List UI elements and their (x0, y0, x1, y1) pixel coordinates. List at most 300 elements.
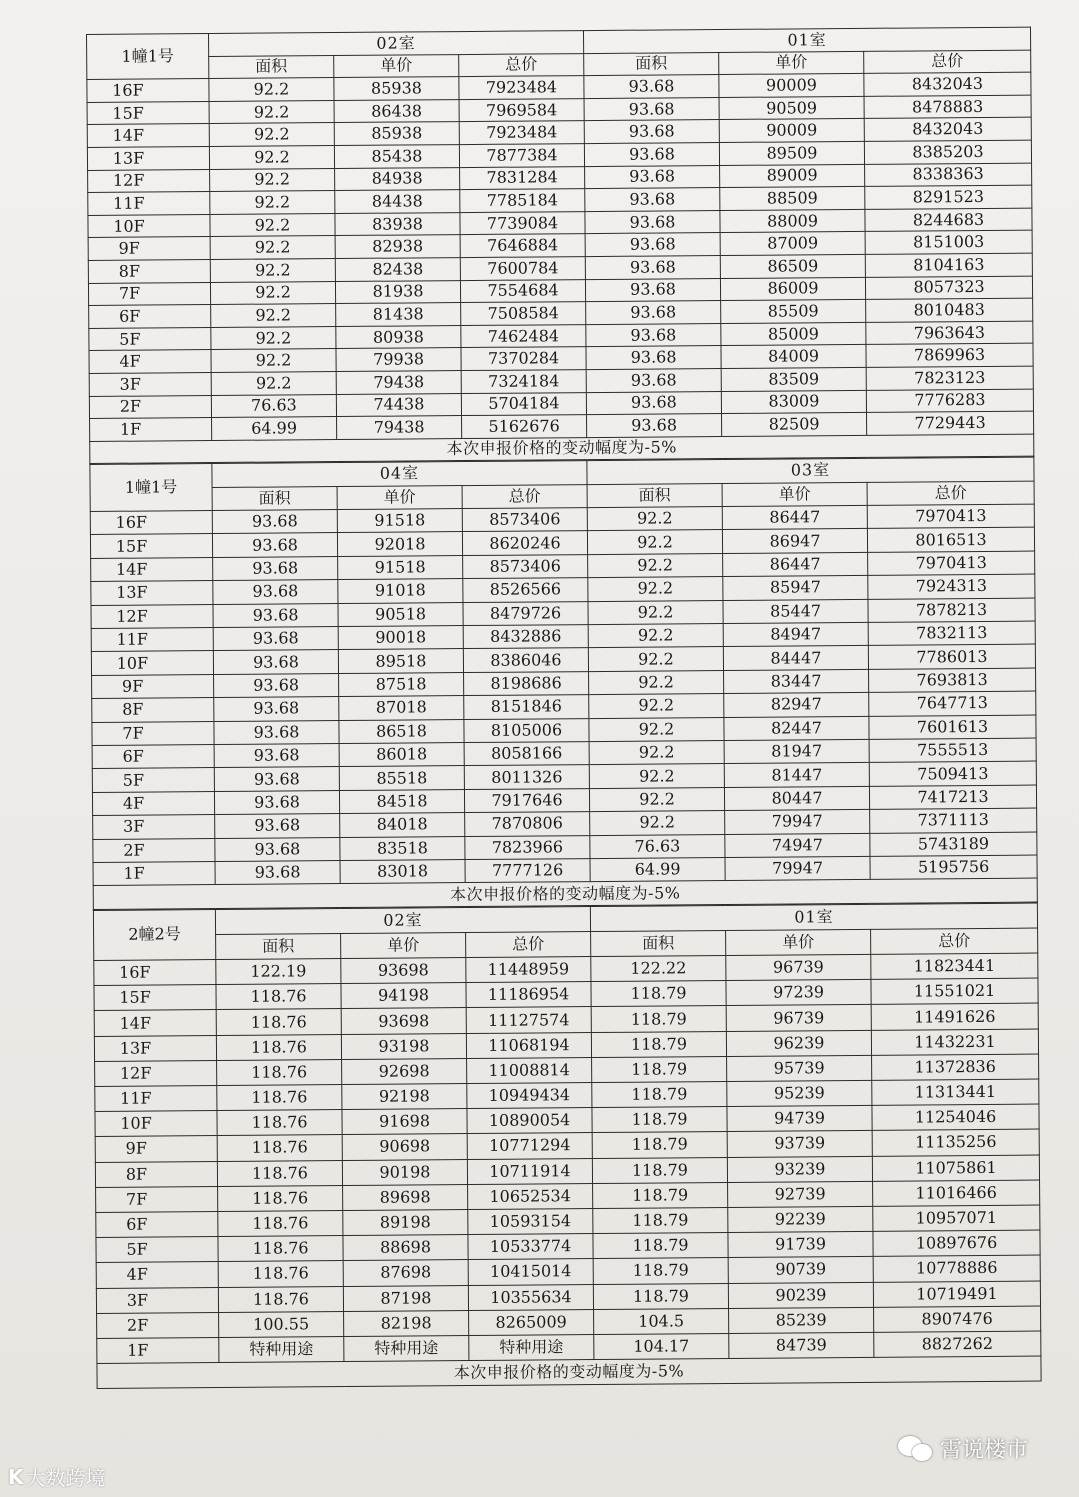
floor-label: 6F (89, 305, 211, 329)
table-cell: 91518 (338, 555, 463, 579)
floor-label: 9F (88, 237, 210, 261)
table-cell: 90239 (728, 1282, 873, 1308)
table-cell: 84947 (723, 622, 868, 647)
table-cell: 10355634 (468, 1284, 593, 1310)
table-cell: 7970413 (867, 504, 1034, 529)
table-cell: 86447 (723, 552, 868, 577)
table-cell: 93.68 (585, 278, 720, 302)
wechat-icon (898, 1434, 934, 1464)
table-cell: 93.68 (584, 142, 719, 166)
table-cell: 122.19 (216, 959, 341, 985)
table-cell: 89509 (719, 141, 864, 165)
table-cell: 86438 (334, 99, 459, 123)
table-cell: 90198 (342, 1159, 467, 1185)
table-cell: 7923484 (459, 76, 584, 100)
table-cell: 8016513 (867, 528, 1034, 553)
table-cell: 95239 (727, 1080, 872, 1106)
table-cell: 92.2 (209, 146, 334, 170)
floor-label: 6F (92, 744, 214, 768)
table-cell: 8058166 (464, 742, 589, 766)
table-cell: 104.17 (594, 1333, 729, 1359)
table-cell: 93.68 (586, 301, 721, 325)
table-cell: 82938 (335, 235, 460, 259)
table-cell: 81438 (336, 303, 461, 327)
table-cell: 86018 (339, 743, 464, 767)
floor-label: 16F (90, 511, 212, 535)
table-cell: 89518 (338, 649, 463, 673)
table-cell: 96739 (726, 1005, 871, 1031)
table-cell: 85009 (721, 322, 866, 346)
table-cell: 84739 (729, 1332, 874, 1358)
table-cell: 5704184 (461, 392, 586, 416)
table-cell: 88698 (343, 1235, 468, 1261)
table-cell: 93.68 (584, 120, 719, 144)
floor-label: 16F (87, 79, 209, 103)
table-cell: 93.68 (212, 510, 337, 534)
table-cell: 92.2 (588, 553, 723, 577)
table-cell: 82509 (722, 412, 867, 436)
table-cell: 5743189 (870, 832, 1037, 857)
table-cell: 93.68 (214, 697, 339, 721)
table-cell: 7831284 (460, 166, 585, 190)
table-cell: 96239 (726, 1030, 871, 1056)
column-header: 总价 (459, 53, 584, 77)
table-cell: 92.2 (588, 647, 723, 671)
floor-label: 12F (91, 604, 213, 628)
table-cell: 10652534 (468, 1183, 593, 1209)
table-cell: 122.22 (591, 956, 726, 982)
table-cell: 8432886 (463, 625, 588, 649)
table-cell: 93.68 (215, 860, 340, 884)
floor-label: 9F (92, 674, 214, 698)
table-cell: 93.68 (213, 556, 338, 580)
table-cell: 90509 (719, 96, 864, 120)
table-cell: 10778886 (873, 1255, 1040, 1281)
floor-label: 1F (97, 1337, 219, 1363)
floor-label: 1F (90, 418, 212, 442)
floor-label: 3F (89, 372, 211, 396)
table-cell: 10771294 (467, 1133, 592, 1159)
table-cell: 8244683 (865, 208, 1032, 232)
table-cell: 7371113 (870, 808, 1037, 833)
price-document (86, 27, 1041, 1390)
floor-label: 4F (89, 350, 211, 374)
table-cell: 92.2 (210, 236, 335, 260)
floor-label: 7F (88, 282, 210, 306)
table-cell: 81447 (724, 763, 869, 788)
block-label: 1幢1号 (90, 464, 212, 512)
floor-label: 8F (88, 259, 210, 283)
table-cell: 8479726 (463, 601, 588, 625)
table-cell: 90698 (342, 1134, 467, 1160)
table-cell: 93198 (341, 1033, 466, 1059)
table-cell: 7693813 (869, 668, 1036, 693)
table-cell: 92698 (342, 1058, 467, 1084)
table-cell: 118.79 (592, 1157, 727, 1183)
table-cell: 93.68 (213, 580, 338, 604)
table-cell: 90009 (719, 119, 864, 143)
table-cell: 8151003 (865, 230, 1032, 254)
block-label: 1幢1号 (87, 34, 209, 80)
table-cell: 92.2 (211, 349, 336, 373)
table-cell: 93698 (341, 958, 466, 984)
table-cell: 80938 (336, 325, 461, 349)
table-cell: 8573406 (463, 554, 588, 578)
table-cell: 85518 (339, 766, 464, 790)
table-cell: 11491626 (871, 1004, 1038, 1030)
table-cell: 8291523 (865, 185, 1032, 209)
floor-label: 4F (92, 791, 214, 815)
table-cell: 83518 (340, 836, 465, 860)
table-cell: 11135256 (872, 1129, 1039, 1155)
table-cell: 7647713 (869, 691, 1036, 716)
table-cell: 86447 (722, 505, 867, 530)
table-cell: 89198 (343, 1209, 468, 1235)
table-cell: 64.99 (590, 857, 725, 881)
table-cell: 87198 (343, 1285, 468, 1311)
table-cell: 82438 (335, 258, 460, 282)
table-cell: 118.79 (593, 1182, 728, 1208)
table-cell: 76.63 (590, 834, 725, 858)
table-cell: 83938 (335, 212, 460, 236)
table-cell: 84447 (723, 646, 868, 671)
table-cell: 11432231 (871, 1029, 1038, 1055)
table-cell: 79947 (725, 856, 870, 881)
table-cell: 80447 (724, 786, 869, 811)
table-cell: 92.2 (587, 530, 722, 554)
floor-label: 12F (95, 1060, 217, 1086)
table-cell: 8385203 (864, 140, 1031, 164)
table-cell: 10533774 (468, 1234, 593, 1260)
table-cell: 92739 (728, 1181, 873, 1207)
table-cell: 118.79 (593, 1258, 728, 1284)
column-header: 单价 (341, 932, 466, 958)
table-cell: 82198 (344, 1310, 469, 1336)
table-cell: 11008814 (467, 1057, 592, 1083)
table-cell: 7970413 (868, 551, 1035, 576)
table-cell: 92.2 (588, 600, 723, 624)
table-cell: 92.2 (211, 326, 336, 350)
table-cell: 8338363 (865, 163, 1032, 187)
table-cell: 118.76 (218, 1210, 343, 1236)
table-cell: 95739 (727, 1055, 872, 1081)
floor-label: 12F (88, 169, 210, 193)
table-cell: 118.76 (217, 1059, 342, 1085)
floor-label: 5F (96, 1237, 218, 1263)
table-cell: 8057323 (865, 276, 1032, 300)
floor-label: 13F (91, 581, 213, 605)
table-cell: 92.2 (209, 123, 334, 147)
table-cell: 76.63 (211, 394, 336, 418)
table-cell: 82947 (724, 693, 869, 718)
table-cell: 11075861 (872, 1155, 1039, 1181)
table-cell: 8386046 (463, 648, 588, 672)
table-cell: 7917646 (464, 788, 589, 812)
table-cell: 7370284 (461, 347, 586, 371)
table-cell: 85239 (729, 1307, 874, 1333)
floor-label: 9F (95, 1136, 217, 1162)
table-cell: 92.2 (588, 624, 723, 648)
floor-label: 15F (90, 534, 212, 558)
table-cell: 90739 (728, 1257, 873, 1283)
table-cell: 92.2 (209, 100, 334, 124)
price-tables (86, 27, 1041, 1390)
table-cell: 92.2 (210, 191, 335, 215)
table-cell: 118.76 (217, 1160, 342, 1186)
table-cell: 10415014 (468, 1259, 593, 1285)
table-cell: 118.79 (592, 1107, 727, 1133)
table-cell: 93.68 (585, 233, 720, 257)
room-header: 04室 (212, 461, 587, 487)
table-cell: 84938 (335, 167, 460, 191)
table-cell: 7508584 (461, 302, 586, 326)
table-cell: 118.76 (217, 1110, 342, 1136)
floor-label: 14F (91, 557, 213, 581)
table-cell: 118.76 (217, 1135, 342, 1161)
table-cell: 118.76 (218, 1185, 343, 1211)
table-cell: 7878213 (868, 598, 1035, 623)
table-cell: 11068194 (466, 1032, 591, 1058)
table-cell: 7832113 (868, 621, 1035, 646)
floor-label: 13F (94, 1035, 216, 1061)
table-cell: 74947 (725, 833, 870, 858)
table-cell: 85938 (334, 77, 459, 101)
table-cell: 8620246 (462, 531, 587, 555)
table-cell: 89009 (720, 164, 865, 188)
price-table-1 (86, 27, 1034, 465)
table-cell: 8265009 (469, 1309, 594, 1335)
table-cell: 93239 (727, 1156, 872, 1182)
table-cell: 11313441 (872, 1079, 1039, 1105)
table-cell: 83009 (721, 390, 866, 414)
table-cell: 93.68 (215, 814, 340, 838)
table-cell: 7729443 (867, 411, 1034, 435)
table-cell: 91518 (337, 509, 462, 533)
column-header: 总价 (871, 928, 1038, 954)
table-cell: 96739 (726, 954, 871, 980)
floor-label: 11F (95, 1086, 217, 1112)
table-cell: 64.99 (212, 417, 337, 441)
k-logo-icon: K (8, 1464, 22, 1489)
floor-label: 13F (87, 147, 209, 171)
floor-label: 8F (95, 1161, 217, 1187)
floor-label: 10F (91, 651, 213, 675)
floor-label: 2F (97, 1312, 219, 1338)
column-header: 总价 (864, 50, 1031, 74)
table-cell: 11186954 (466, 982, 591, 1008)
table-cell: 8432043 (864, 72, 1031, 96)
table-cell: 91698 (342, 1109, 467, 1135)
floor-label: 10F (88, 214, 210, 238)
table-cell: 7924313 (868, 574, 1035, 599)
column-header: 单价 (337, 485, 462, 509)
floor-label: 15F (87, 101, 209, 125)
table-cell: 5162676 (462, 415, 587, 439)
room-header: 01室 (584, 27, 1031, 53)
table-cell: 7870806 (465, 812, 590, 836)
table-cell: 92.2 (211, 304, 336, 328)
table-cell: 8105006 (464, 718, 589, 742)
table-cell: 特种用途 (344, 1335, 469, 1361)
table-cell: 92.2 (210, 281, 335, 305)
table-cell: 93.68 (585, 165, 720, 189)
floor-label: 16F (94, 960, 216, 986)
table-cell: 93.68 (214, 720, 339, 744)
table-cell: 118.76 (218, 1286, 343, 1312)
table-cell: 118.76 (217, 1085, 342, 1111)
column-header: 面积 (584, 52, 719, 76)
table-cell: 93.68 (214, 744, 339, 768)
table-cell: 118.76 (218, 1236, 343, 1262)
floor-label: 14F (94, 1010, 216, 1036)
table-cell: 7739084 (460, 211, 585, 235)
table-cell: 7600784 (460, 257, 585, 281)
table-cell: 83447 (724, 669, 869, 694)
table-cell: 特种用途 (469, 1334, 594, 1360)
table-cell: 118.76 (216, 984, 341, 1010)
floor-label: 3F (96, 1287, 218, 1313)
column-header: 总价 (867, 481, 1034, 506)
column-header: 单价 (719, 51, 864, 75)
table-cell: 8478883 (864, 95, 1031, 119)
table-cell: 93.68 (212, 533, 337, 557)
table-cell: 84438 (335, 190, 460, 214)
floor-label: 2F (93, 838, 215, 862)
table-cell: 7646884 (460, 234, 585, 258)
floor-label: 3F (93, 815, 215, 839)
table-cell: 92.2 (589, 740, 724, 764)
table-cell: 8827262 (874, 1331, 1041, 1357)
floor-label: 14F (87, 124, 209, 148)
table-cell: 92.2 (589, 717, 724, 741)
column-header: 面积 (216, 933, 341, 959)
table-cell: 118.79 (591, 981, 726, 1007)
table-cell: 8011326 (464, 765, 589, 789)
table-cell: 91018 (338, 579, 463, 603)
table-cell: 7462484 (461, 324, 586, 348)
table-cell: 79938 (336, 348, 461, 372)
table-cell: 10890054 (467, 1108, 592, 1134)
table-cell: 79438 (336, 370, 461, 394)
price-change-note: 本次申报价格的变动幅度为-5% (97, 1356, 1041, 1389)
table-cell: 89698 (343, 1184, 468, 1210)
column-header: 面积 (591, 930, 726, 956)
column-header: 总价 (462, 484, 587, 508)
table-cell: 7877384 (459, 144, 584, 168)
table-cell: 特种用途 (219, 1336, 344, 1362)
table-cell: 7969584 (459, 98, 584, 122)
table-cell: 11372836 (872, 1054, 1039, 1080)
floor-label: 11F (91, 628, 213, 652)
table-cell: 10949434 (467, 1083, 592, 1109)
table-cell: 118.79 (593, 1233, 728, 1259)
table-cell: 83018 (340, 859, 465, 883)
column-header: 单价 (726, 929, 871, 955)
table-cell: 118.79 (592, 1132, 727, 1158)
table-cell: 93.68 (587, 414, 722, 438)
table-cell: 85947 (723, 576, 868, 601)
table-cell: 88509 (720, 187, 865, 211)
table-cell: 92.2 (210, 168, 335, 192)
table-cell: 92.2 (589, 694, 724, 718)
column-header: 面积 (209, 55, 334, 79)
table-cell: 7776283 (866, 389, 1033, 413)
column-header: 总价 (466, 931, 591, 957)
table-cell: 92.2 (211, 371, 336, 395)
table-cell: 93.68 (214, 767, 339, 791)
table-cell: 7555513 (869, 738, 1036, 763)
table-cell: 93698 (341, 1008, 466, 1034)
table-cell: 93739 (727, 1131, 872, 1157)
table-cell: 7601613 (869, 715, 1036, 740)
table-cell: 7923484 (459, 121, 584, 145)
table-cell: 88009 (720, 209, 865, 233)
table-cell: 93.68 (586, 323, 721, 347)
table-cell: 92.2 (210, 213, 335, 237)
table-cell: 10957071 (873, 1205, 1040, 1231)
table-cell: 104.5 (594, 1308, 729, 1334)
price-change-note: 本次申报价格的变动幅度为-5% (93, 878, 1037, 909)
table-cell: 118.79 (591, 1031, 726, 1057)
table-cell: 11254046 (872, 1104, 1039, 1130)
table-cell: 81947 (724, 739, 869, 764)
table-cell: 92.2 (588, 577, 723, 601)
floor-label: 10F (95, 1111, 217, 1137)
table-cell: 10897676 (873, 1230, 1040, 1256)
table-cell: 87518 (339, 672, 464, 696)
table-cell: 86518 (339, 719, 464, 743)
table-cell: 82447 (724, 716, 869, 741)
table-cell: 92.2 (589, 764, 724, 788)
table-cell: 8198686 (464, 671, 589, 695)
column-header: 面积 (212, 486, 337, 510)
table-cell: 92239 (728, 1206, 873, 1232)
block-label: 2幢2号 (93, 909, 215, 960)
table-cell: 7823966 (465, 835, 590, 859)
table-cell: 10719491 (873, 1281, 1040, 1307)
table-cell: 8573406 (462, 508, 587, 532)
table-cell: 93.68 (584, 75, 719, 99)
table-cell: 90009 (719, 74, 864, 98)
table-cell: 11448959 (466, 957, 591, 983)
table-cell: 86509 (720, 254, 865, 278)
table-cell: 118.76 (216, 1009, 341, 1035)
table-cell: 93.68 (585, 255, 720, 279)
table-cell: 90518 (338, 602, 463, 626)
room-header: 01室 (590, 903, 1037, 932)
table-cell: 92.2 (210, 258, 335, 282)
floor-label: 7F (92, 721, 214, 745)
floor-label: 5F (92, 768, 214, 792)
table-cell: 8010483 (866, 298, 1033, 322)
table-cell: 93.68 (585, 210, 720, 234)
table-cell: 87698 (343, 1260, 468, 1286)
table-cell: 92.2 (209, 78, 334, 102)
table-cell: 8432043 (864, 117, 1031, 141)
table-cell: 93.68 (586, 391, 721, 415)
table-cell: 86947 (722, 529, 867, 554)
table-cell: 79947 (725, 810, 870, 835)
column-header: 单价 (722, 482, 867, 507)
table-cell: 5195756 (870, 855, 1037, 880)
table-cell: 11016466 (873, 1180, 1040, 1206)
table-cell: 87018 (339, 696, 464, 720)
room-header: 02室 (215, 906, 590, 934)
floor-label: 15F (94, 985, 216, 1011)
floor-label: 2F (89, 395, 211, 419)
table-cell: 93.68 (585, 188, 720, 212)
table-cell: 7963643 (866, 321, 1033, 345)
